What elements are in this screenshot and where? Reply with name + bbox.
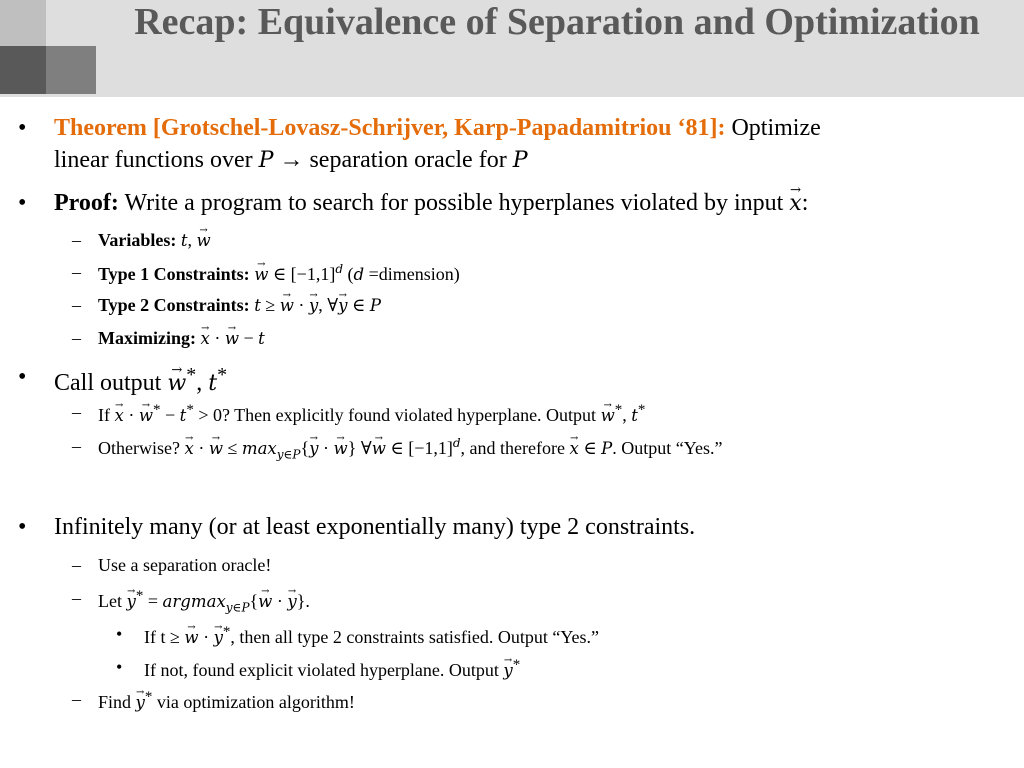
let-item: Let → y* = argmax$_{y\in P}${→ w · → y}. [98,588,310,615]
type1-item: Type 1 Constraints: → w ∈ $[-1,1]^d$ (d =dimension) [98,262,460,285]
if-item: If → x · → w* − t* > 0? Then explicitly found violated hyperplane. Output → w*, t* [98,402,645,426]
title-bar [0,0,1024,97]
bullet-dot: • [18,115,27,141]
theorem-label: Theorem [Grotschel-Lovasz-Schrijver, Karp-Papadamitriou ‘81]: [54,115,726,141]
if-t-subitem: If t ≥ → w · → y*, then all type 2 constraints satisfied. Output “Yes.” [144,624,599,648]
infinitely-many-line: Infinitely many (or at least exponentially many) type 2 constraints. [54,514,696,540]
variables-item: Variables: t, → w [98,230,211,251]
use-oracle-item: Use a separation oracle! [98,555,272,575]
proof-line: Proof: Write a program to search for possible hyperplanes violated by input → x: [54,190,808,217]
slide-title: Recap: Equivalence of Separation and Optimization [134,1,980,43]
maximizing-item: Maximizing: → x · → w − t [98,328,265,349]
if-not-subitem: If not, found explicit violated hyperplane. Output → y* [144,657,520,681]
decor-square [0,46,46,94]
proof-label: Proof: [54,190,119,216]
type2-item: Type 2 Constraints: t ≥ → w · → y, ∀→ y ∈ P [98,295,381,316]
bullet-dot: • [18,364,27,390]
decor-square [46,46,96,94]
decor-square [0,0,46,46]
call-output-line: Call output → w*, t* [54,364,227,397]
find-item: Find → y* via optimization algorithm! [98,689,355,713]
otherwise-item: Otherwise? → x · → $w \le \max_{y\in P}\{\to y$ · → w} ∀→ w ∈ $[-1,1]^d$, and therefore → x ∈ P. Output “Yes.” [98,436,722,462]
bullet-dot: • [18,514,27,540]
theorem-line-1: Theorem [Grotschel-Lovasz-Schrijver, Karp-Papadamitriou ‘81]: Optimize [54,115,821,141]
theorem-line-2: linear functions over P → separation oracle for P [54,147,528,173]
bullet-dot: • [18,190,27,216]
